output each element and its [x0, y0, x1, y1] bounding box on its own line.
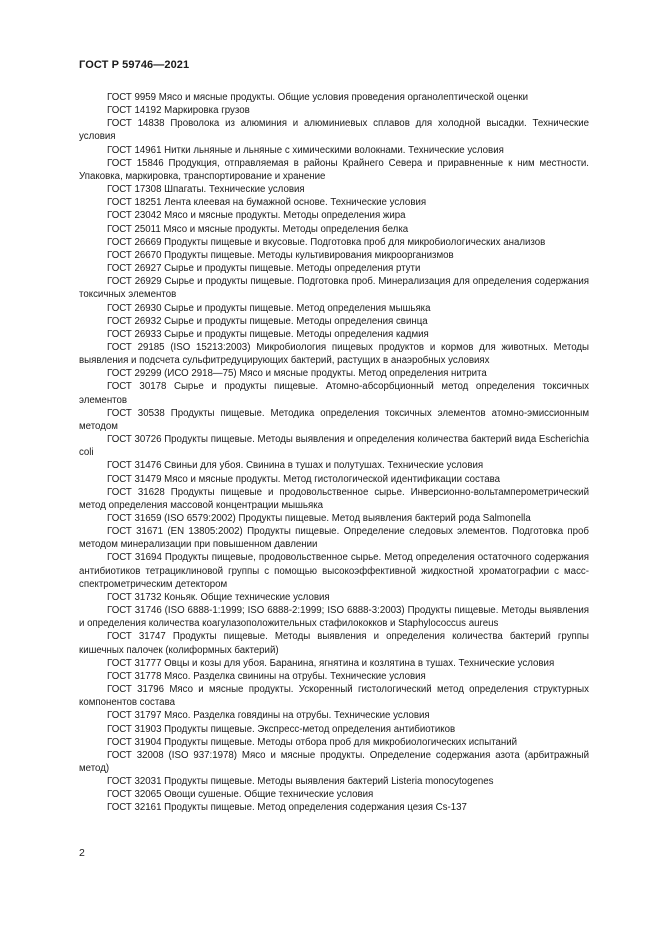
- reference-item: ГОСТ 29299 (ИСО 2918—75) Мясо и мясные продукты. Метод определения нитрита: [107, 368, 487, 380]
- document-header: ГОСТ Р 59746—2021: [79, 59, 190, 71]
- reference-item: ГОСТ 31796 Мясо и мясные продукты. Ускоренный гистологический метод определения структурных компонентов состава: [79, 684, 589, 709]
- reference-item: ГОСТ 31671 (EN 13805:2002) Продукты пищевые. Определение следовых элементов. Подготовка проб методом минерализации при повышенном давлении: [79, 526, 589, 551]
- reference-item: ГОСТ 15846 Продукция, отправляемая в районы Крайнего Севера и приравненные к ним местности. Упаковка, маркировка, транспортирование и хранение: [79, 157, 589, 182]
- reference-item: ГОСТ 31694 Продукты пищевые, продовольственное сырье. Метод определения остаточного содержания антибиотиков тетрациклиновой группы с помощью высокоэффективной жидкостной хроматографии с масс-спектрометрическим детектором: [79, 552, 589, 590]
- reference-item: ГОСТ 26933 Сырье и продукты пищевые. Методы определения кадмия: [107, 328, 429, 340]
- reference-item: ГОСТ 26929 Сырье и продукты пищевые. Подготовка проб. Минерализация для определения содержания токсичных элементов: [79, 276, 589, 301]
- reference-item: ГОСТ 30726 Продукты пищевые. Методы выявления и определения количества бактерий вида Escherichia coli: [79, 434, 589, 459]
- reference-item: ГОСТ 32031 Продукты пищевые. Методы выявления бактерий Listeria monocytogenes: [107, 776, 494, 788]
- reference-item: ГОСТ 25011 Мясо и мясные продукты. Методы определения белка: [107, 223, 409, 235]
- reference-item: ГОСТ 17308 Шпагаты. Технические условия: [107, 184, 305, 196]
- reference-item: ГОСТ 31479 Мясо и мясные продукты. Метод гистологической идентификации состава: [107, 473, 501, 485]
- reference-item: ГОСТ 26670 Продукты пищевые. Методы культивирования микроорганизмов: [107, 249, 454, 261]
- reference-item: ГОСТ 32008 (ISO 937:1978) Мясо и мясные продукты. Определение содержания азота (арбитражный метод): [79, 749, 589, 774]
- reference-item: ГОСТ 32161 Продукты пищевые. Метод определения содержания цезия Cs-137: [107, 802, 467, 814]
- reference-item: ГОСТ 31903 Продукты пищевые. Экспресс-метод определения антибиотиков: [107, 723, 456, 735]
- reference-item: ГОСТ 31628 Продукты пищевые и продовольственное сырье. Инверсионно-вольтамперометрический метод определения массовой концентрации мышьяка: [79, 486, 589, 511]
- reference-item: ГОСТ 31747 Продукты пищевые. Методы выявления и определения количества бактерий группы кишечных палочек (колиформных бактерий): [79, 631, 589, 656]
- reference-item: ГОСТ 26930 Сырье и продукты пищевые. Метод определения мышьяка: [107, 302, 431, 314]
- reference-item: ГОСТ 31777 Овцы и козы для убоя. Баранина, ягнятина и козлятина в тушах. Технические условия: [107, 657, 555, 669]
- reference-item: ГОСТ 26927 Сырье и продукты пищевые. Методы определения ртути: [107, 263, 421, 275]
- reference-item: ГОСТ 23042 Мясо и мясные продукты. Методы определения жира: [107, 210, 406, 222]
- reference-item: ГОСТ 30178 Сырье и продукты пищевые. Атомно-абсорбционный метод определения токсичных элементов: [79, 381, 589, 406]
- reference-item: ГОСТ 32065 Овощи сушеные. Общие технические условия: [107, 789, 374, 801]
- reference-item: ГОСТ 9959 Мясо и мясные продукты. Общие условия проведения органолептической оценки: [107, 92, 529, 103]
- page-number: 2: [79, 847, 85, 859]
- normative-references-list: [79, 91, 589, 815]
- reference-item: ГОСТ 29185 (ISO 15213:2003) Микробиология пищевых продуктов и кормов для животных. Методы выявления и подсчета сульфитредуцирующих бактерий, растущих в анаэробных условиях: [79, 341, 589, 367]
- reference-item: ГОСТ 31476 Свиньи для убоя. Свинина в тушах и полутушах. Технические условия: [107, 460, 484, 472]
- reference-item: ГОСТ 26932 Сырье и продукты пищевые. Методы определения свинца: [107, 315, 428, 327]
- reference-item: ГОСТ 31746 (ISO 6888-1:1999; ISO 6888-2:1999; ISO 6888-3:2003) Продукты пищевые. Методы выявления и определения количества коагулазоположительных стафилококков и Staphylococcus aureus: [79, 605, 589, 630]
- reference-item: ГОСТ 31732 Коньяк. Общие технические условия: [107, 591, 330, 603]
- reference-item: ГОСТ 31904 Продукты пищевые. Методы отбора проб для микробиологических испытаний: [107, 736, 518, 748]
- reference-item: ГОСТ 31659 (ISO 6579:2002) Продукты пищевые. Метод выявления бактерий рода Salmonella: [107, 513, 531, 524]
- reference-item: ГОСТ 26669 Продукты пищевые и вкусовые. Подготовка проб для микробиологических анализов: [107, 236, 546, 248]
- reference-item: ГОСТ 14961 Нитки льняные и льняные с химическими волокнами. Технические условия: [107, 144, 504, 156]
- reference-item: ГОСТ 30538 Продукты пищевые. Методика определения токсичных элементов атомно-эмиссионным методом: [79, 407, 589, 432]
- reference-item: ГОСТ 31797 Мясо. Разделка говядины на отрубы. Технические условия: [107, 710, 430, 722]
- reference-item: ГОСТ 31778 Мясо. Разделка свинины на отрубы. Технические условия: [107, 670, 426, 682]
- reference-item: ГОСТ 14838 Проволока из алюминия и алюминиевых сплавов для холодной высадки. Технические условия: [79, 118, 589, 143]
- reference-item: ГОСТ 14192 Маркировка грузов: [107, 105, 250, 117]
- reference-item: ГОСТ 18251 Лента клеевая на бумажной основе. Технические условия: [107, 197, 427, 209]
